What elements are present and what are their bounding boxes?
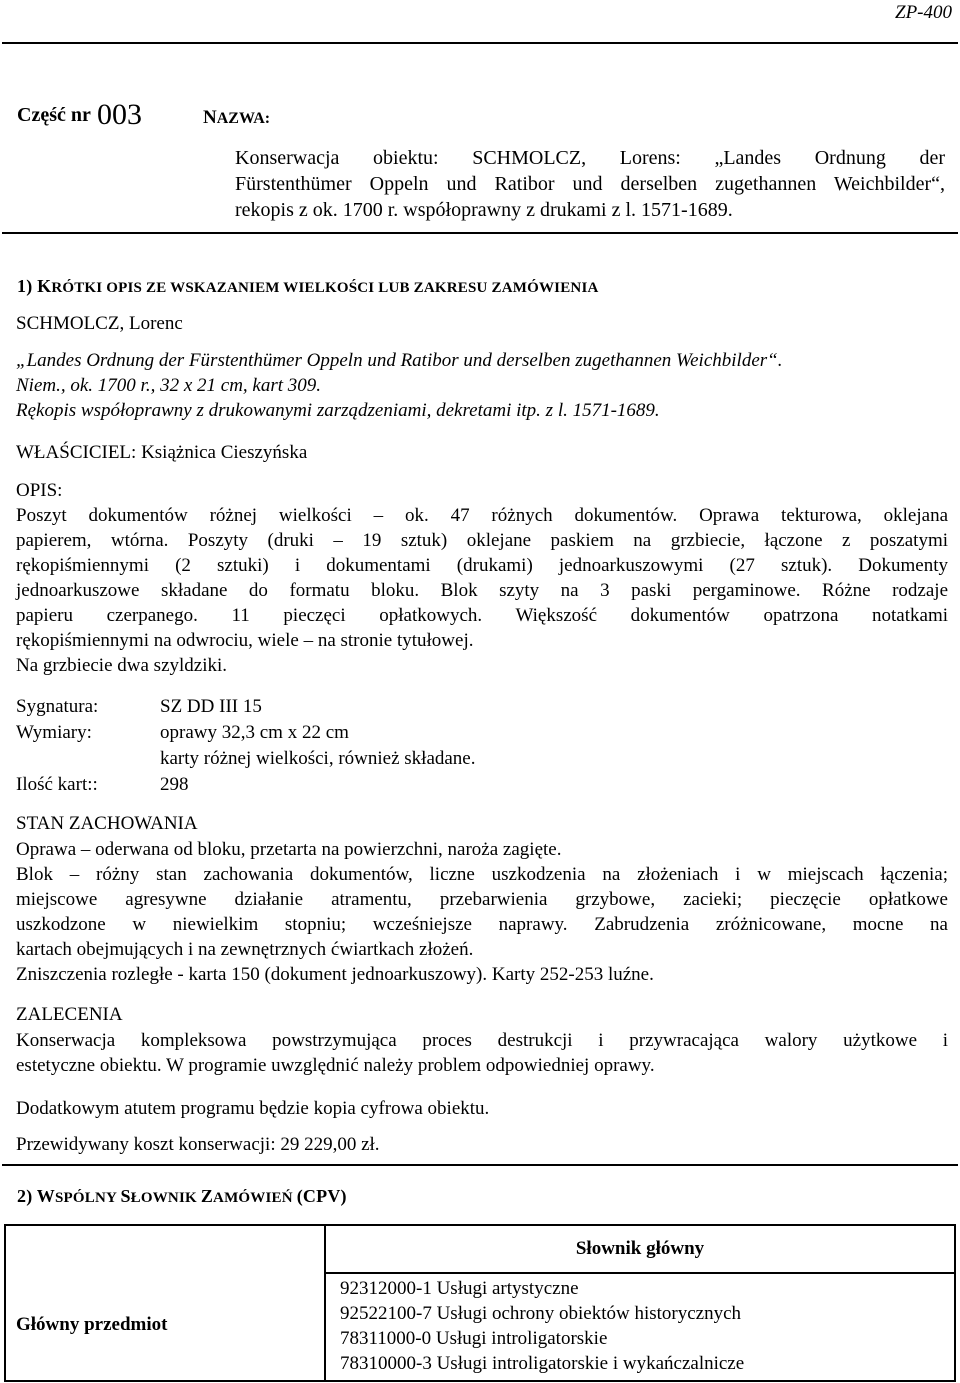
cpv-row-label: Główny przedmiot <box>16 1314 168 1335</box>
dimensions-value: oprawy 32,3 cm x 22 cm <box>160 722 349 743</box>
signature-row <box>0 694 960 720</box>
opis-line: rękopiśmiennymi (2 sztuki) i dokumentami (drukami) jednoarkuszowymi (27 sztuk). Dokumenty <box>16 555 948 576</box>
description-line: Niem., ok. 1700 r., 32 x 21 cm, kart 309. <box>16 375 322 396</box>
section-divider <box>2 232 958 234</box>
part-number: 003 <box>97 98 142 131</box>
opis-label: OPIS: <box>16 480 63 501</box>
dimensions-row <box>0 720 960 746</box>
document-code: ZP-400 <box>895 2 952 23</box>
object-name-line: rekopis z ok. 1700 r. współoprawny z drukami z l. 1571-1689. <box>235 199 733 221</box>
recommendation-line: Konserwacja kompleksowa powstrzymująca proces destrukcji i przywracająca walory użytkowe i <box>16 1030 948 1051</box>
cards-row <box>0 772 960 798</box>
estimated-cost: Przewidywany koszt konserwacji: 29 229,00 zł. <box>16 1134 380 1155</box>
condition-line: uszkodzone w niewielkim stopniu; wcześniejsze naprawy. Zabrudzenia zróżnicowane, mocne na <box>16 914 948 935</box>
description-line: Rękopis współoprawny z drukowanymi zarządzeniami, dekretami itp. z l. 1571-1689. <box>16 400 660 421</box>
opis-line: Poszyt dokumentów różnej wielkości – ok. 47 różnych dokumentów. Oprawa tekturowa, oklejana <box>16 505 948 526</box>
condition-line: Oprawa – oderwana od bloku, przetarta na powierzchni, naroża zagięte. <box>16 839 562 860</box>
condition-line: kartach obejmujących i na zewnętrznych ćwiartkach złożeń. <box>16 939 474 960</box>
cpv-table-header: Słownik główny <box>575 1238 705 1259</box>
dimensions-label: Wymiary: <box>16 722 92 743</box>
object-name-line: Konserwacja obiektu: SCHMOLCZ, Lorens: „Landes Ordnung der <box>235 147 945 169</box>
opis-line: papieru czerpanego. 11 pieczęci opłatkowych. Większość dokumentów opatrzona notatkami <box>16 605 948 626</box>
opis-line: jednoarkuszowe składane do formatu bloku. Blok szyty na 3 paski pergaminowe. Różne rodzaje <box>16 580 948 601</box>
cpv-code-item: 92522100-7 Usługi ochrony obiektów historycznych <box>340 1303 742 1324</box>
section-divider <box>2 1164 958 1166</box>
recommendation-title: ZALECENIA <box>16 1004 123 1025</box>
recommendation-line: estetyczne obiektu. W programie uwzględnić należy problem odpowiedniej oprawy. <box>16 1055 655 1076</box>
object-name <box>235 145 945 223</box>
signature-value: SZ DD III 15 <box>160 696 262 717</box>
opis-line: papierem, wtórna. Poszyty (druki – 19 sztuk) oklejane paskiem na grzbiecie, łączone z poszatymi <box>16 530 948 551</box>
digital-copy-note: Dodatkowym atutem programu będzie kopia cyfrowa obiektu. <box>16 1098 490 1119</box>
part-label: Część nr <box>17 104 91 126</box>
opis-line: rękopiśmiennymi na odwrociu, wiele – na stronie tytułowej. <box>16 630 474 651</box>
description-title-line: „Landes Ordnung der Fürstenthümer Oppeln und Ratibor und derselben zugethannen Weichbilder“. <box>16 350 783 371</box>
owner: WŁAŚCICIEL: Książnica Cieszyńska <box>16 442 308 463</box>
section-1-title: 1) KRÓTKI OPIS ZE WSKAZANIEM WIELKOŚCI LUB ZAKRESU ZAMÓWIENIA <box>17 276 599 296</box>
cpv-table <box>4 1224 956 1382</box>
condition-text <box>16 837 948 987</box>
cpv-code-item: 92312000-1 Usługi artystyczne <box>340 1278 579 1299</box>
author: SCHMOLCZ, Lorenc <box>16 313 183 334</box>
description-italic <box>16 348 956 423</box>
section-2-title: 2) WSPÓLNY SŁOWNIK ZAMÓWIEŃ (CPV) <box>17 1186 347 1206</box>
cpv-code-item: 78310000-3 Usługi introligatorskie i wykańczalnicze <box>340 1353 745 1374</box>
dimensions-value-2: karty różnej wielkości, również składane. <box>160 748 476 769</box>
condition-line: Blok – różny stan zachowania dokumentów, liczne uszkodzenia na złożeniach i w miejscach łączenia; <box>16 864 948 885</box>
header-rule <box>2 42 958 44</box>
dimensions-row-2 <box>0 746 960 772</box>
recommendation-text <box>16 1028 948 1078</box>
object-name-line: Fürstenthümer Oppeln und Ratibor und derselben zugethannen Weichbilder“, <box>235 173 945 195</box>
cpv-codes-list <box>340 1276 744 1376</box>
cards-label: Ilość kart:: <box>16 774 98 795</box>
opis-text <box>16 503 948 678</box>
table-row-divider <box>324 1272 954 1274</box>
condition-title: STAN ZACHOWANIA <box>16 813 198 834</box>
cpv-code-item: 78311000-0 Usługi introligatorskie <box>340 1328 608 1349</box>
cards-value: 298 <box>160 774 189 795</box>
condition-line: Zniszczenia rozległe - karta 150 (dokument jednoarkuszowy). Karty 252-253 luźne. <box>16 964 654 985</box>
opis-line: Na grzbiecie dwa szyldziki. <box>16 655 228 676</box>
signature-label: Sygnatura: <box>16 696 99 717</box>
condition-line: miejscowe agresywne działanie atramentu, przebarwienia grzybowe, zacieki; pieczęcie opłatkowe <box>16 889 948 910</box>
name-label: NAZWA: <box>203 107 271 128</box>
